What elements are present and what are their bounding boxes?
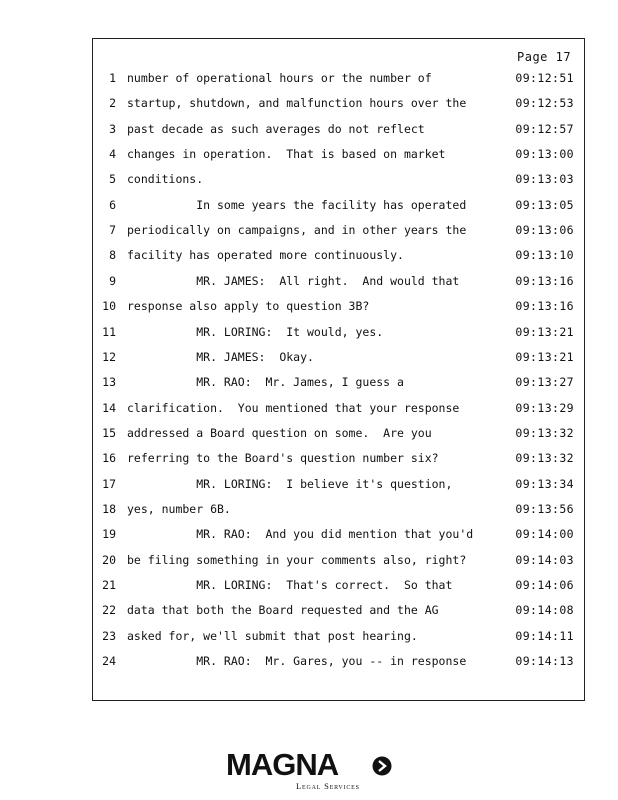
transcript-line: [0, 575, 618, 595]
transcript-line: [0, 93, 618, 113]
line-timestamp: 09:13:32: [515, 425, 574, 440]
line-timestamp: 09:13:05: [515, 197, 574, 212]
line-number: 13: [102, 375, 116, 390]
line-number: 15: [102, 425, 116, 440]
line-timestamp: 09:13:16: [515, 299, 574, 314]
line-text: MR. JAMES: All right. And would that: [127, 273, 460, 288]
line-text: MR. LORING: I believe it's question,: [127, 476, 453, 491]
line-timestamp: 09:13:06: [515, 223, 574, 238]
line-number: 23: [102, 628, 116, 643]
line-text: facility has operated more continuously.: [127, 248, 404, 263]
line-text: clarification. You mentioned that your response: [127, 400, 460, 415]
line-timestamp: 09:13:56: [515, 501, 574, 516]
logo-tagline: Legal Services: [296, 781, 360, 791]
line-timestamp: 09:13:29: [515, 400, 574, 415]
line-text: yes, number 6B.: [127, 501, 231, 516]
line-timestamp: 09:13:32: [515, 451, 574, 466]
logo-wordmark: MAGNA: [226, 747, 339, 782]
line-timestamp: 09:13:10: [515, 248, 574, 263]
line-timestamp: 09:13:00: [515, 147, 574, 162]
line-number: 6: [109, 197, 116, 212]
transcript-line: [0, 68, 618, 88]
line-number: 4: [109, 147, 116, 162]
chevron-right-circle-icon: [372, 756, 392, 776]
line-text: be filing something in your comments also, right?: [127, 552, 467, 567]
line-timestamp: 09:14:06: [515, 578, 574, 592]
line-text: asked for, we'll submit that post hearing.: [127, 628, 418, 643]
line-timestamp: 09:14:00: [515, 527, 574, 542]
line-timestamp: 09:13:21: [515, 324, 574, 339]
transcript-line: [0, 144, 618, 164]
transcript-line: [0, 169, 618, 189]
transcript-line: [0, 651, 618, 671]
line-timestamp: 09:14:08: [515, 603, 574, 618]
transcript-line: [0, 296, 618, 316]
line-number: 16: [102, 451, 116, 466]
transcript-line: [0, 550, 618, 570]
line-timestamp: 09:13:03: [515, 172, 574, 187]
line-number: 2: [109, 96, 116, 111]
transcript-line: [0, 398, 618, 418]
transcript-line: [0, 474, 618, 494]
line-text: MR. LORING: That's correct. So that: [127, 578, 453, 592]
transcript-line: [0, 372, 618, 392]
line-number: 3: [109, 121, 116, 136]
line-text: MR. RAO: And you did mention that you'd: [127, 527, 474, 542]
line-text: MR. JAMES: Okay.: [127, 349, 314, 364]
line-text: number of operational hours or the number of: [127, 71, 432, 85]
line-timestamp: 09:13:27: [515, 375, 574, 390]
transcript-line: [0, 220, 618, 240]
line-text: past decade as such averages do not reflect: [127, 121, 425, 136]
line-timestamp: 09:12:51: [515, 71, 574, 85]
line-number: 20: [102, 552, 116, 567]
line-timestamp: 09:13:34: [515, 476, 574, 491]
transcript-line: [0, 600, 618, 620]
transcript-line: [0, 195, 618, 215]
line-text: referring to the Board's question number six?: [127, 451, 439, 466]
line-number: 17: [102, 476, 116, 491]
line-number: 11: [102, 324, 116, 339]
line-number: 19: [102, 527, 116, 542]
line-number: 9: [109, 273, 116, 288]
transcript-line: [0, 499, 618, 519]
line-timestamp: 09:12:53: [515, 96, 574, 111]
transcript-line: [0, 626, 618, 646]
line-text: periodically on campaigns, and in other years the: [127, 223, 467, 238]
line-text: startup, shutdown, and malfunction hours over the: [127, 96, 467, 111]
line-text: response also apply to question 3B?: [127, 299, 370, 314]
line-text: addressed a Board question on some. Are you: [127, 425, 432, 440]
transcript-line: [0, 347, 618, 367]
magna-logo: [226, 748, 396, 794]
transcript-line: [0, 245, 618, 265]
line-text: MR. RAO: Mr. Gares, you -- in response: [127, 654, 467, 669]
transcript-line: [0, 322, 618, 342]
line-number: 12: [102, 349, 116, 364]
line-number: 21: [102, 578, 116, 592]
line-number: 7: [109, 223, 116, 238]
transcript-line: [0, 448, 618, 468]
transcript-line: [0, 119, 618, 139]
line-number: 22: [102, 603, 116, 618]
line-timestamp: 09:13:21: [515, 349, 574, 364]
transcript-line: [0, 423, 618, 443]
line-text: In some years the facility has operated: [127, 197, 467, 212]
line-timestamp: 09:13:16: [515, 273, 574, 288]
transcript-line: [0, 524, 618, 544]
line-number: 8: [109, 248, 116, 263]
line-number: 1: [109, 71, 116, 85]
line-timestamp: 09:14:13: [515, 654, 574, 669]
line-number: 5: [109, 172, 116, 187]
line-number: 10: [102, 299, 116, 314]
line-text: data that both the Board requested and the AG: [127, 603, 439, 618]
line-timestamp: 09:12:57: [515, 121, 574, 136]
line-number: 14: [102, 400, 116, 415]
page-number: Page 17: [517, 50, 572, 64]
transcript-line: [0, 271, 618, 291]
line-text: MR. RAO: Mr. James, I guess a: [127, 375, 404, 390]
line-number: 18: [102, 501, 116, 516]
line-timestamp: 09:14:11: [515, 628, 574, 643]
line-text: conditions.: [127, 172, 204, 187]
line-text: changes in operation. That is based on market: [127, 147, 446, 162]
line-text: MR. LORING: It would, yes.: [127, 324, 384, 339]
line-timestamp: 09:14:03: [515, 552, 574, 567]
line-number: 24: [102, 654, 116, 669]
